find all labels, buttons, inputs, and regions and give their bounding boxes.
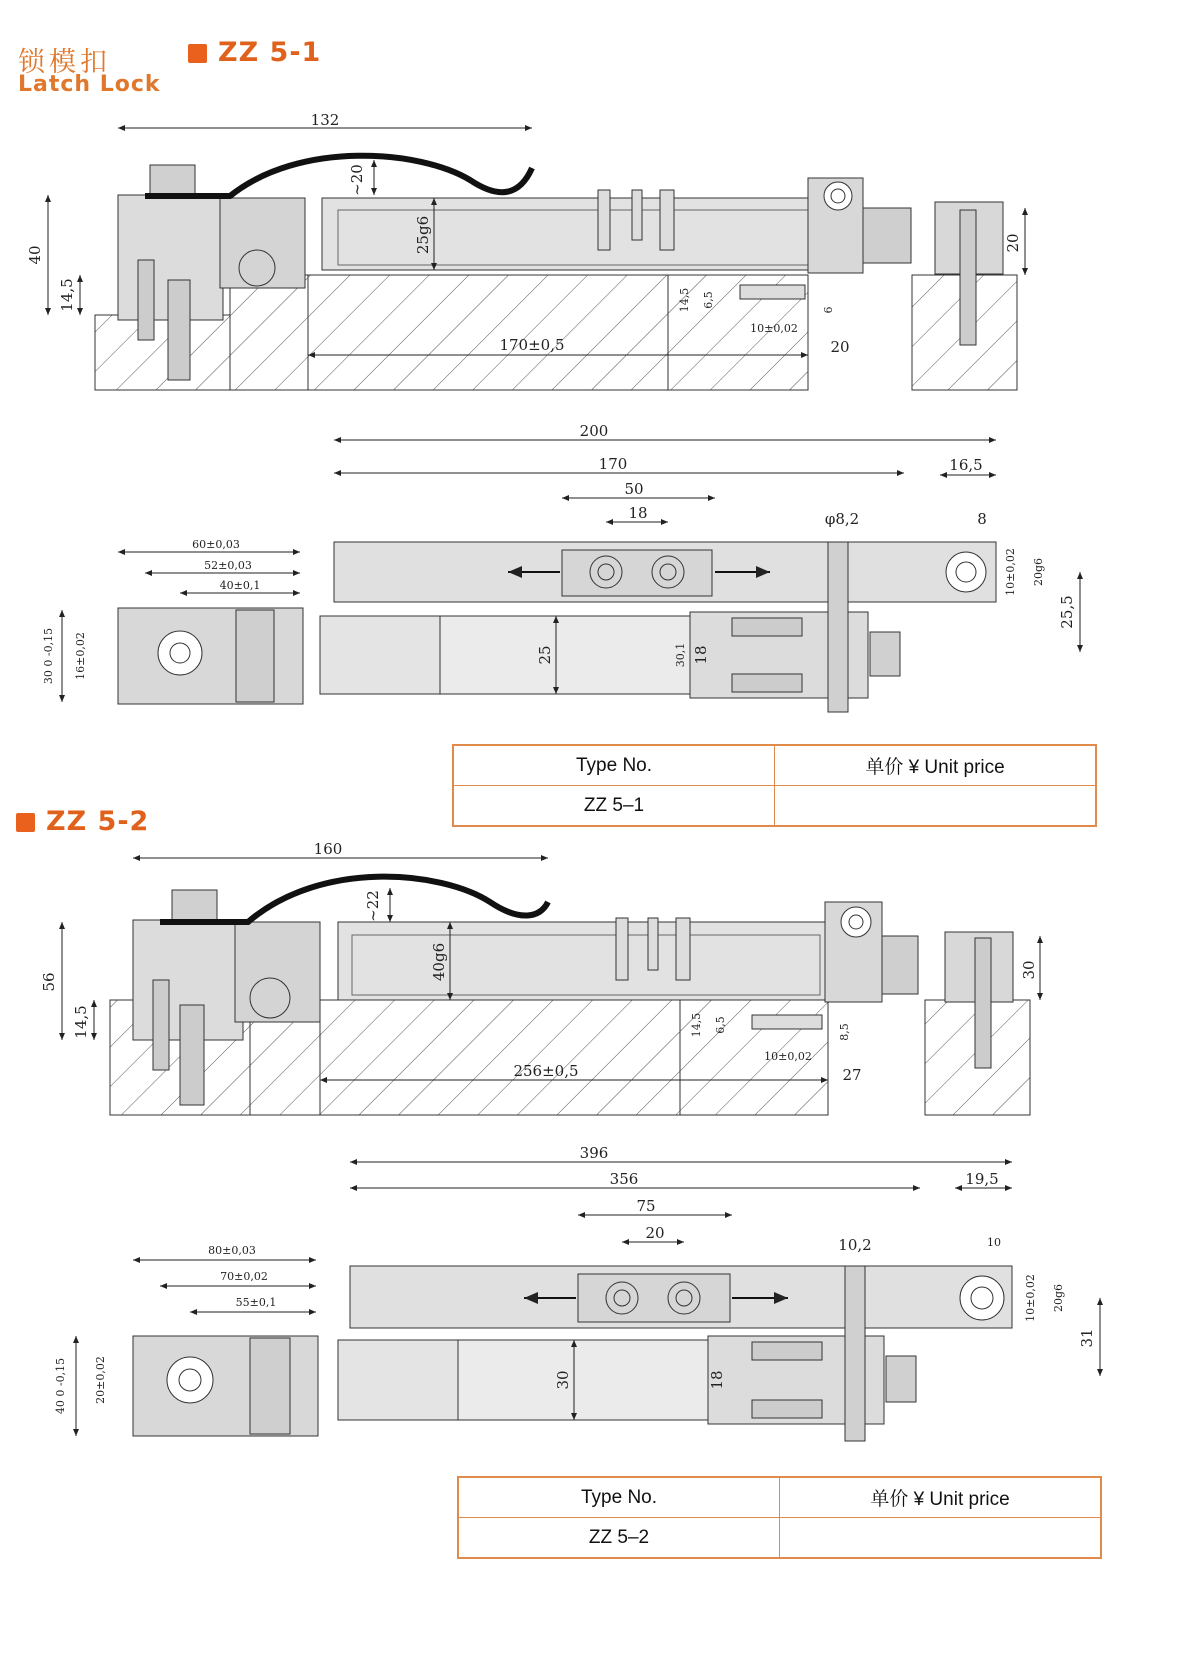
side-view-drawing xyxy=(0,840,1200,1120)
dimension-label: 18 xyxy=(628,504,648,522)
dimension-label: 40±0,1 xyxy=(219,579,261,592)
side-view-drawing xyxy=(0,110,1200,400)
unit-price-value xyxy=(775,786,1097,827)
title-english: Latch Lock xyxy=(18,72,161,97)
dimension-label: 18 xyxy=(708,1370,726,1390)
dimension-label: 19,5 xyxy=(965,1170,999,1188)
dimension-label: 6 xyxy=(822,306,835,314)
spring-plate xyxy=(145,156,532,196)
top-view-drawing xyxy=(0,1140,1200,1460)
dimension-label: 6,5 xyxy=(714,1016,727,1034)
dimension-label: 20g6 xyxy=(1032,557,1045,587)
dimension-label: 10±0,02 xyxy=(1004,548,1017,596)
screw xyxy=(168,280,190,380)
orange-square-icon xyxy=(188,44,207,63)
dimension-label: 356 xyxy=(609,1170,639,1188)
title-chinese: 锁模扣 xyxy=(18,47,111,78)
dimension-label: ~22 xyxy=(364,890,382,922)
pin xyxy=(828,542,848,712)
model-heading: ZZ 5-2 xyxy=(46,806,150,837)
dimension-label: 14,5 xyxy=(72,1005,90,1039)
dimension-label: 10±0,02 xyxy=(750,322,798,335)
dimension-label: 8 xyxy=(977,510,987,528)
unit-price-header: 单价 ¥ Unit price xyxy=(775,745,1097,786)
mold-plate-left xyxy=(95,315,230,390)
dimension-label: 14,5 xyxy=(690,1012,703,1038)
dimension-label: 16,5 xyxy=(949,456,983,474)
dimension-label: 20g6 xyxy=(1052,1283,1065,1313)
dimension-label: 40g6 xyxy=(430,942,448,982)
dimension-label: 25g6 xyxy=(414,215,432,255)
spec-table xyxy=(457,1476,1102,1559)
dimension-label: 50 xyxy=(624,480,644,498)
dimension-label: 20 xyxy=(645,1224,665,1242)
model-heading: ZZ 5-1 xyxy=(218,37,322,68)
dimension-label: 30 xyxy=(1020,960,1038,980)
unit-price-header: 单价 ¥ Unit price xyxy=(780,1477,1102,1518)
orange-square-icon xyxy=(16,813,35,832)
dimension-label: 20 xyxy=(1004,233,1022,253)
unit-price-value xyxy=(780,1518,1102,1559)
dimension-label: 30 0 -0,15 xyxy=(42,627,55,685)
dimension-label: 16±0,02 xyxy=(74,632,87,680)
dimension-label: 40 0 -0,15 xyxy=(54,1357,67,1415)
dimension-label: 30,1 xyxy=(674,642,687,668)
dimension-label: 160 xyxy=(313,840,343,858)
type-no-value: ZZ 5–2 xyxy=(458,1518,780,1559)
dimension-label: 30 xyxy=(554,1370,572,1390)
spec-table xyxy=(452,744,1097,827)
dimension-label: 70±0,02 xyxy=(220,1270,268,1283)
dimension-label: 6,5 xyxy=(702,291,715,309)
dimension-label: 256±0,5 xyxy=(513,1062,579,1080)
type-no-header: Type No. xyxy=(458,1477,780,1518)
hinge-block xyxy=(220,198,305,288)
mold-plate-center xyxy=(308,275,668,390)
dimension-label: 80±0,03 xyxy=(208,1244,256,1257)
dimension-label: 18 xyxy=(692,645,710,665)
top-view-drawing xyxy=(0,420,1200,720)
dimension-label: 132 xyxy=(310,111,340,129)
dimension-label: 31 xyxy=(1078,1328,1096,1348)
dimension-label: 25,5 xyxy=(1058,595,1076,629)
latch-tongue xyxy=(440,616,690,694)
type-no-value: ZZ 5–1 xyxy=(453,786,775,827)
dimension-label: 170 xyxy=(598,455,628,473)
dimension-label: 8,5 xyxy=(838,1023,851,1041)
dimension-label: 60±0,03 xyxy=(192,538,240,551)
dimension-label: 75 xyxy=(636,1197,656,1215)
lock-housing xyxy=(118,608,303,704)
dimension-label: 56 xyxy=(40,972,58,992)
dimension-label: 14,5 xyxy=(58,278,76,312)
dimension-label: 10±0,02 xyxy=(1024,1274,1037,1322)
dimension-label: 10±0,02 xyxy=(764,1050,812,1063)
dimension-label: 20 xyxy=(830,338,850,356)
dimension-label: 25 xyxy=(536,645,554,665)
dimension-label: φ8,2 xyxy=(824,510,860,528)
dimension-label: 20±0,02 xyxy=(94,1356,107,1404)
dimension-label: 52±0,03 xyxy=(204,559,252,572)
type-no-header: Type No. xyxy=(453,745,775,786)
dimension-label: 170±0,5 xyxy=(499,336,565,354)
screw xyxy=(138,260,154,340)
dimension-label: 14,5 xyxy=(678,287,691,313)
dimension-label: 396 xyxy=(579,1144,609,1162)
mold-plate xyxy=(230,275,308,390)
latch-bar xyxy=(322,198,822,270)
dimension-label: 55±0,1 xyxy=(235,1296,277,1309)
dimension-label: 200 xyxy=(579,422,609,440)
dimension-label: 10 xyxy=(987,1236,1001,1249)
dimension-label: 40 xyxy=(26,245,44,265)
dimension-label: 27 xyxy=(842,1066,862,1084)
dimension-label: 10,2 xyxy=(838,1236,872,1254)
dimension-label: ~20 xyxy=(348,164,366,196)
